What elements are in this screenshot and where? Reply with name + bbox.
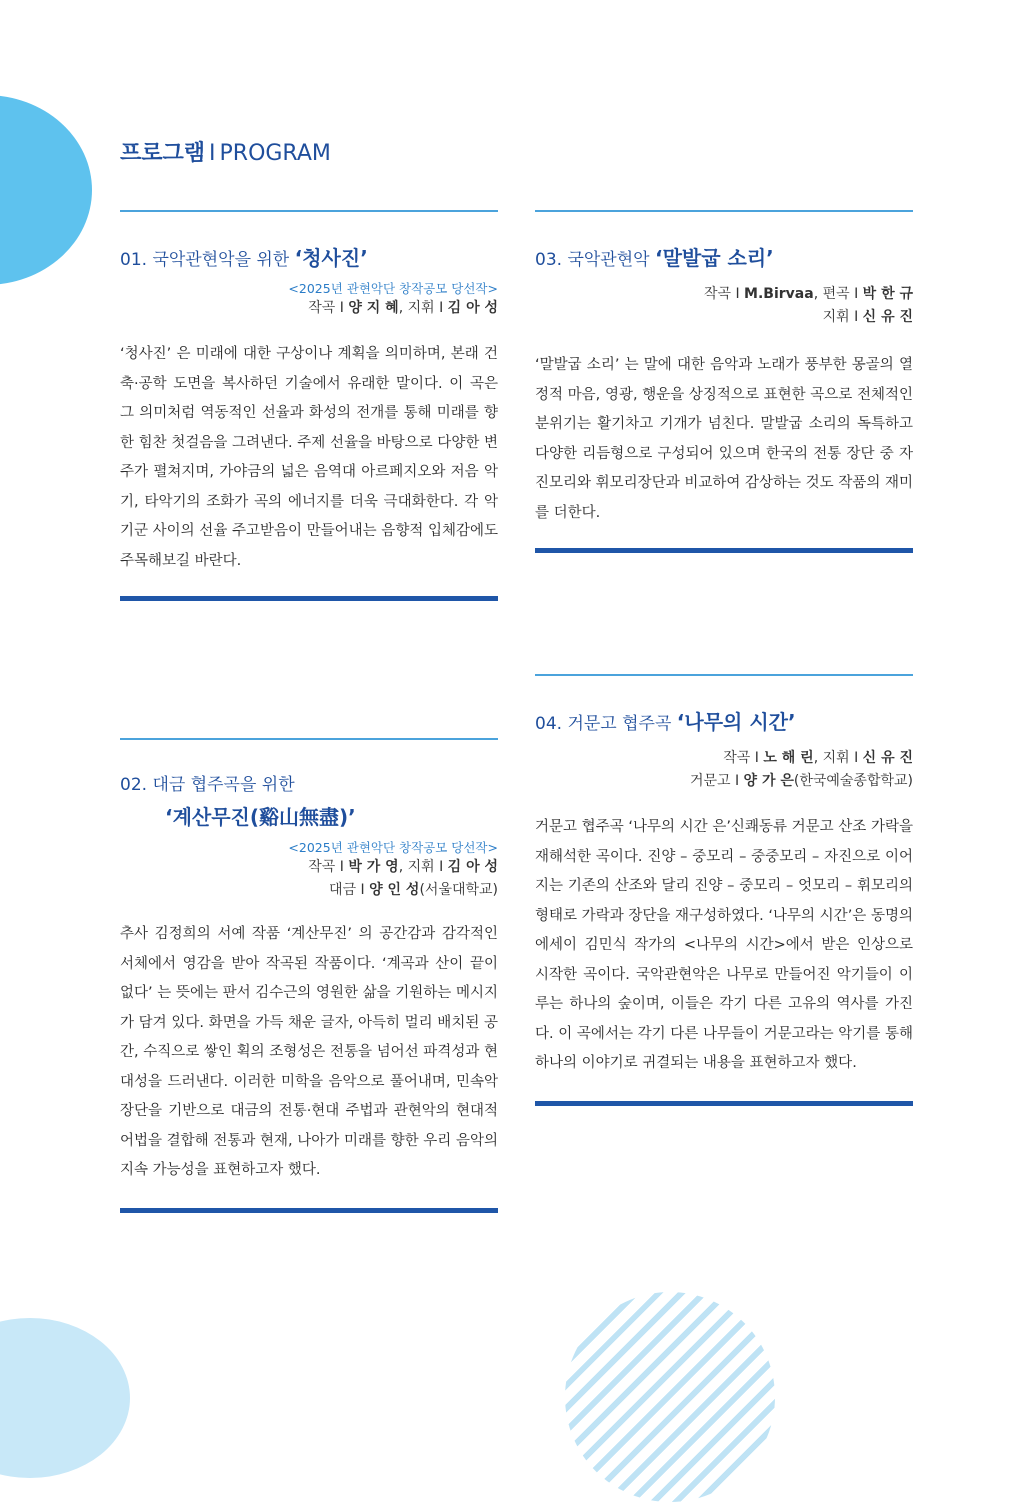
decorative-striped-circle (565, 1292, 775, 1502)
credit-role: , 편곡 I (813, 286, 863, 302)
program-number: 01. (120, 250, 148, 270)
credit-line (535, 747, 913, 770)
credit-name: 노 해 린 (763, 750, 814, 766)
section-bottom-rule (120, 596, 498, 601)
credit-role: 대금 I (329, 882, 370, 898)
award-note: <2025년 관현악단 창작공모 당선작> (288, 840, 498, 855)
program-description: ‘청사진’ 은 미래에 대한 구상이나 계획을 의미하며, 본래 건축·공학 도면을 복사하던 기술에서 유래한 말이다. 이 곡은 그 의미처럼 역동적인 선율과 화성의 전개를 통해 미래를 향한 힘찬 첫걸음을 그려낸다. 주제 선율을 바탕으로 다양한 변주가 펼쳐지며, 가야금의 넓은 음역대 아르페지오와 저음 악기, 타악기의 조화가 곡의 에너지를 더욱 극대화한다. 각 악기군 사이의 선율 주고받음이 만들어내는 음향적 입체감에도 주목해보길 바란다. (120, 346, 498, 569)
program-subtitle: 국악관현악을 위한 (152, 250, 290, 270)
credit-name: 양 지 혜 (348, 300, 399, 316)
credit-name: 양 인 성 (369, 882, 420, 898)
credit-name: 김 아 성 (447, 859, 498, 875)
credit-name: 김 아 성 (447, 300, 498, 316)
credit-role: , 지휘 I (398, 300, 448, 316)
credit-role: 작곡 I (723, 750, 764, 766)
credit-name: 신 유 진 (862, 309, 913, 325)
page-title-english: PROGRAM (219, 141, 331, 166)
credit-name: 박 한 규 (862, 286, 913, 302)
page-title-separator: I (209, 141, 216, 166)
program-work-title: ‘청사진’ (294, 246, 368, 270)
program-04 (535, 674, 913, 1106)
program-subtitle: 국악관현악 (567, 250, 650, 270)
section-top-rule (120, 738, 498, 740)
award-note: <2025년 관현악단 창작공모 당선작> (288, 281, 498, 296)
program-number: 02. (120, 775, 148, 795)
program-work-title: ‘나무의 시간’ (676, 710, 796, 734)
program-title (535, 706, 913, 735)
section-bottom-rule (120, 1208, 498, 1213)
credit-line (535, 283, 913, 306)
decorative-circle-top (0, 95, 92, 285)
program-title (120, 770, 498, 795)
credit-role: (한국예술종합학교) (793, 773, 913, 789)
program-number: 03. (535, 250, 563, 270)
program-02 (120, 738, 498, 1213)
credit-role: 거문고 I (689, 773, 744, 789)
credit-role: 작곡 I (308, 300, 349, 316)
program-subtitle: 거문고 협주곡 (567, 714, 672, 734)
program-work-title: ‘계산무진(谿山無盡)’ (165, 805, 356, 829)
credit-name: 신 유 진 (862, 750, 913, 766)
section-top-rule (120, 210, 498, 212)
program-description: 거문고 협주곡 ‘나무의 시간 은’신쾌동류 거문고 산조 가락을 재해석한 곡이다. 진양 – 중모리 – 중중모리 – 자진으로 이어지는 기존의 산조와 달리 진양 – 중모리 – 엇모리 – 휘모리의 형태로 가락과 장단을 재구성하였다. ‘나무의 시간’은 동명의 에세이 김민식 작가의 <나무의 시간>에서 받은 인상으로 시작한 곡이다. 국악관현악은 나무로 만들어진 악기들이 이루는 하나의 숲이며, 이들은 각기 다른 고유의 역사를 가진다. 이 곡에서는 각기 다른 나무들이 거문고라는 악기를 통해 하나의 이야기로 귀결되는 내용을 표현하고자 했다. (535, 819, 913, 1071)
credit-name: 박 가 영 (348, 859, 399, 875)
decorative-circle-bottom (0, 1318, 130, 1478)
program-subtitle: 대금 협주곡을 위한 (152, 775, 295, 795)
page-title-korean: 프로그램 (120, 141, 206, 166)
credit-line (535, 306, 913, 329)
section-bottom-rule (535, 1101, 913, 1106)
program-01 (120, 210, 498, 601)
credits (535, 283, 913, 329)
credit-role: 작곡 I (308, 859, 349, 875)
credits (120, 856, 498, 902)
program-title (535, 242, 913, 271)
credit-line (535, 770, 913, 793)
program-number: 04. (535, 714, 563, 734)
credit-line (120, 879, 498, 902)
credit-role: 작곡 I (703, 286, 745, 302)
credit-line (120, 297, 498, 320)
page-title (120, 136, 331, 167)
credit-line (120, 856, 498, 879)
program-description: ‘말발굽 소리’ 는 말에 대한 음악과 노래가 풍부한 몽골의 열정적 마음, 영광, 행운을 상징적으로 표현한 곡으로 전체적인 분위기는 활기차고 기개가 넘친다. 말발굽 소리의 독특하고 다양한 리듬형으로 구성되어 있으며 한국의 전통 장단 중 자진모리와 휘모리장단과 비교하여 감상하는 것도 작품의 재미를 더한다. (535, 357, 913, 521)
credit-role: , 지휘 I (398, 859, 448, 875)
section-bottom-rule (535, 548, 913, 553)
credit-role: 지휘 I (822, 309, 863, 325)
credit-role: , 지휘 I (813, 750, 863, 766)
program-work-title: ‘말발굽 소리’ (654, 246, 774, 270)
program-title (120, 242, 498, 271)
section-top-rule (535, 674, 913, 676)
program-description: 추사 김정희의 서예 작품 ‘계산무진’ 의 공간감과 감각적인 서체에서 영감을 받아 작곡된 작품이다. ‘계곡과 산이 끝이 없다’ 는 뜻에는 판서 김수근의 영원한 삶을 기원하는 메시지가 담겨 있다. 화면을 가득 채운 글자, 아득히 멀리 배치된 공간, 수직으로 쌓인 획의 조형성은 전통을 넘어선 파격성과 현대성을 드러낸다. 이러한 미학을 음악으로 풀어내며, 민속악 장단을 기반으로 대금의 전통·현대 주법과 관현악의 현대적 어법을 결합해 전통과 현재, 나아가 미래를 향한 우리 음악의 지속 가능성을 표현하고자 했다. (120, 926, 498, 1178)
credit-name: 양 가 은 (743, 773, 794, 789)
credits (535, 747, 913, 793)
program-03 (535, 210, 913, 553)
program-work-line (120, 801, 498, 830)
section-top-rule (535, 210, 913, 212)
credit-name: M.Birvaa (744, 286, 814, 302)
credit-role: (서울대학교) (419, 882, 498, 898)
credits (120, 297, 498, 320)
